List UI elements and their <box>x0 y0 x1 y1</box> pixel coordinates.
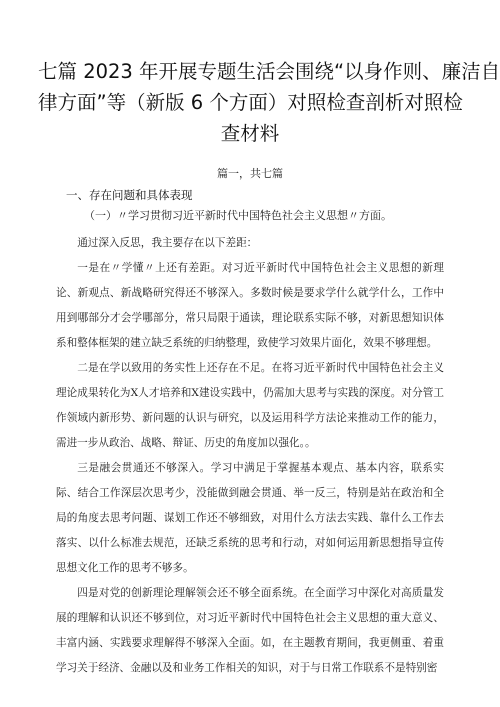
title-line: 查材料 <box>220 122 280 145</box>
document-subtitle: 篇一，共七篇 <box>217 167 283 180</box>
paragraph: 三是融会贯通还不够深入。学习中满足于掌握基本观点、基本内容，联系实际、结合工作深层次思考少，没能做到融会贯通、举一反三，特别是站在政治和全局的角度去思考问题、谋划工作还不够细致，对用什么方法去实践、靠什么工作去落实、以什么标准去规范，还缺乏系统的思考和行动，对如何运用新思想指导宣传思想文化工作的思考不够多。 <box>56 462 444 574</box>
paragraph: 通过深入反思，我主要存在以下差距： <box>77 237 258 249</box>
section-heading: 一、存在问题和具体表现 <box>66 188 193 202</box>
paragraph: 一是在〃学懂〃上还有差距。对习近平新时代中国特色社会主义思想的新理论、新观点、新战略研究得还不够深入。多数时候是要求学什么就学什么，工作中用到哪部分才会学哪部分，常只局限于通读，理论联系实际不够，对新思想知识体系和整体框架的建立缺乏系统的归纳整理，致使学习效果片面化，效果不够理想。 <box>56 262 444 349</box>
document-title <box>38 56 500 149</box>
title-line: 七篇 2023 年开展专题生活会围绕“以身作则、廉洁自 <box>38 60 500 83</box>
sub-heading: （一）〃学习贯彻习近平新时代中国特色社会主义思想〃方面。 <box>84 209 392 222</box>
paragraph: 四是对党的创新理论理解领会还不够全面系统。在全面学习中深化对高质量发展的理解和认识还不够到位，对习近平新时代中国特色社会主义思想的重大意义、丰富内涵、实践要求理解得不够深入全面。如，在主题教育期间，我更侧重、着重学习关于经济、金融以及和业务工作相关的知识，对于与日常工作联系不是特别密 <box>56 587 444 674</box>
title-line: 律方面”等（新版 6 个方面）对照检查剖析对照检 <box>38 91 463 114</box>
paragraph: 二是在学以致用的务实性上还存在不足。在将习近平新时代中国特色社会主义理论成果转化为X人才培养和X建设实践中，仍需加大思考与实践的深度。对分管工作领域内新形势、新问题的认识与研究，以及运用科学方法论来推动工作的能力，需进一步从政治、战略、辩证、历史的角度加以强化。。 <box>56 362 444 449</box>
